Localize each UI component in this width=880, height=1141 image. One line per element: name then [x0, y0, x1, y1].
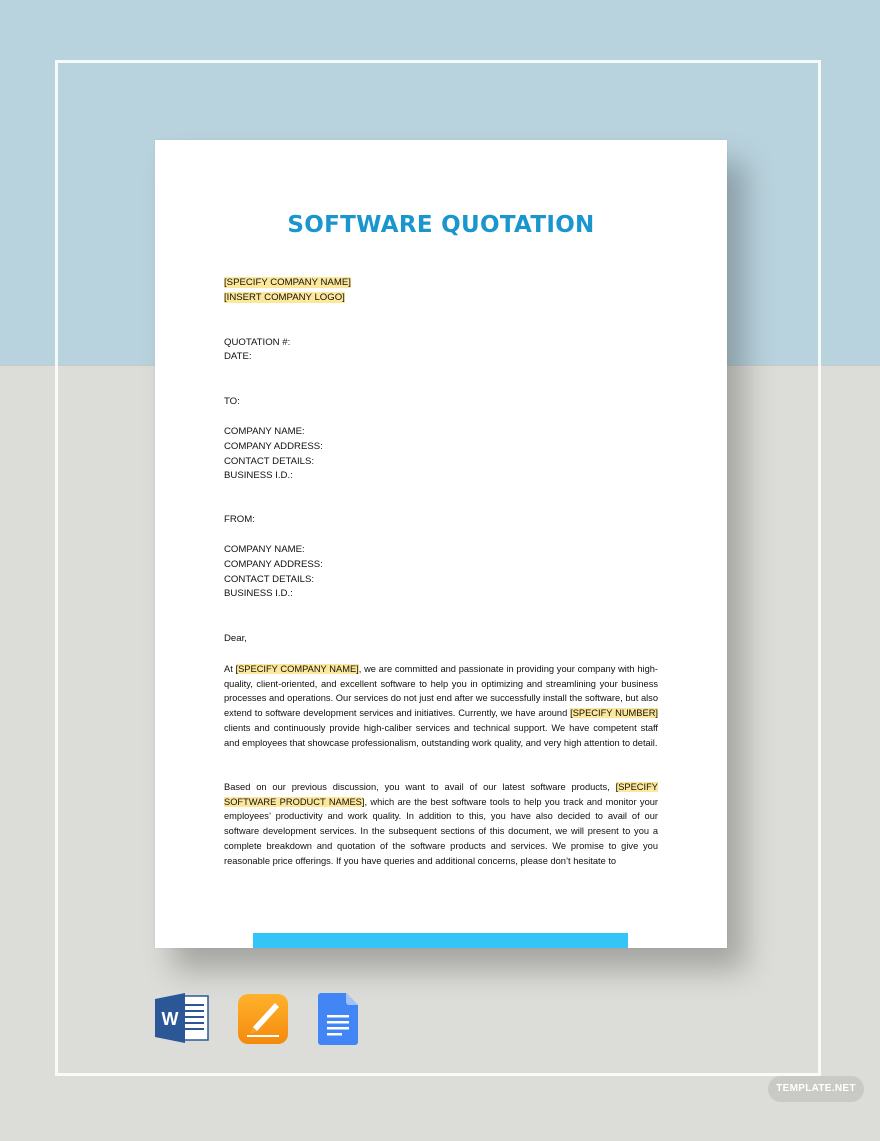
company-logo-placeholder: [INSERT COMPANY LOGO] [224, 292, 345, 303]
document-title: SOFTWARE QUOTATION [287, 212, 595, 238]
from-company-name: COMPANY NAME: [224, 544, 305, 555]
from-company-address: COMPANY ADDRESS: [224, 559, 323, 570]
to-contact-details: CONTACT DETAILS: [224, 456, 315, 467]
salutation: Dear, [224, 633, 247, 644]
from-business-id: BUSINESS I.D.: [224, 588, 293, 599]
document-page [155, 140, 727, 948]
from-contact-details: CONTACT DETAILS: [224, 574, 315, 585]
date-label: DATE: [224, 351, 252, 362]
from-label: FROM: [224, 514, 255, 525]
intro-paragraph: At [SPECIFY COMPANY NAME], we are committed and passionate in providing your company with high-quality, client-oriented, and excellent software to help you in optimizing and streamlining your business processes and operations. Our services do not just end after we successfully install the software, but also extend to software development services and initiatives. Currently, we have around [SPECIFY NUMBER] clients and continuously provide high-caliber services and technical support. We have competent staff and employees that showcase professionalism, outstanding work quality, and very high attention to detail. [224, 664, 659, 748]
discussion-paragraph: Based on our previous discussion, you want to avail of our latest software products, [SPECIFY SOFTWARE PRODUCT NAMES], which are the best software tools to help you track and monitor your employees’ productivity and work quality. In addition to this, you have also decided to avail of our software development services. In the subsequent sections of this document, we will present to you a complete breakdown and quotation of the software products and services. We promise to give you reasonable price offerings. If you have queries and additional concerns, please don’t hesitate to [224, 782, 659, 866]
pages-icon[interactable] [237, 993, 289, 1045]
google-docs-icon[interactable] [318, 993, 358, 1045]
to-company-name: COMPANY NAME: [224, 426, 305, 437]
to-label: TO: [224, 396, 240, 407]
quotation-number-label: QUOTATION #: [224, 337, 291, 348]
word-letter: W [161, 1009, 179, 1029]
to-business-id: BUSINESS I.D.: [224, 470, 293, 481]
template-net-badge[interactable]: TEMPLATE.NET [768, 1076, 864, 1102]
highlight-product-names: [SPECIFY SOFTWARE PRODUCT NAMES] [224, 782, 658, 807]
footer-accent-bar [253, 933, 628, 948]
highlight-number: [SPECIFY NUMBER] [570, 708, 658, 719]
word-icon[interactable] [155, 993, 209, 1043]
highlight-company-name: [SPECIFY COMPANY NAME] [235, 664, 359, 674]
company-name-placeholder: [SPECIFY COMPANY NAME] [224, 277, 351, 288]
to-company-address: COMPANY ADDRESS: [224, 441, 323, 452]
